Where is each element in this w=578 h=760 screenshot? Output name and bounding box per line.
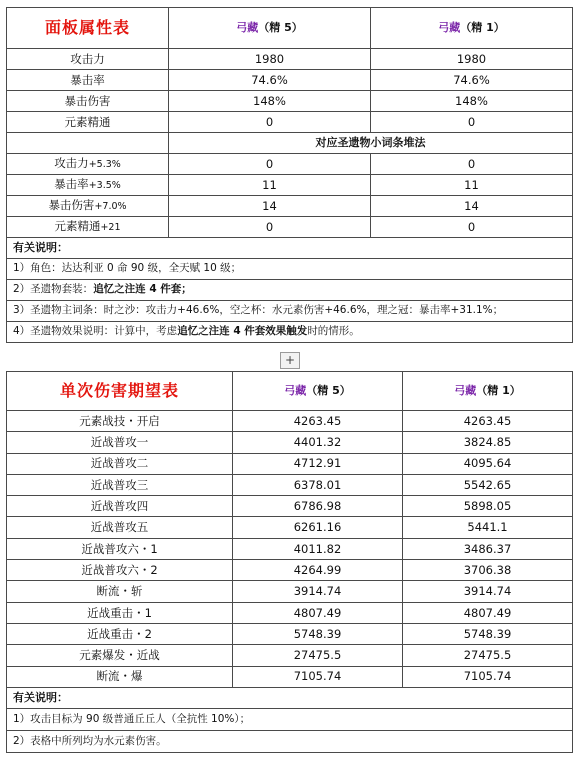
damage-row — [7, 411, 573, 432]
damage-refine1: 27475.5 — [403, 645, 573, 666]
damage-refine1: 5898.05 — [403, 496, 573, 517]
damage-refine5: 4807.49 — [233, 602, 403, 623]
panel-stats-table — [6, 7, 573, 343]
note-text: 1）角色：达达利亚 0 命 90 级，全天赋 10 级； — [7, 259, 573, 280]
weapon-name: 弓藏 — [454, 383, 477, 397]
substat-label: 攻击力+5.3% — [7, 154, 169, 175]
expand-button[interactable]: + — [280, 352, 300, 369]
stat-value-refine5: 1980 — [169, 49, 371, 70]
damage-row — [7, 474, 573, 495]
damage-refine1: 3914.74 — [403, 581, 573, 602]
damage-refine5: 5748.39 — [233, 623, 403, 644]
substat-increment: +3.5% — [88, 180, 121, 192]
attack-name: 断流・斩 — [7, 581, 233, 602]
stat-label: 暴击率 — [7, 70, 169, 91]
damage-row — [7, 666, 573, 687]
attack-name: 近战普攻一 — [7, 432, 233, 453]
attack-name: 断流・爆 — [7, 666, 233, 687]
substat-row — [7, 196, 573, 217]
damage-refine1: 3824.85 — [403, 432, 573, 453]
panel-table-title: 面板属性表 — [7, 8, 169, 49]
substat-count-refine1: 14 — [371, 196, 573, 217]
substat-row — [7, 217, 573, 238]
note-row — [7, 301, 573, 322]
stat-row — [7, 49, 573, 70]
note-row — [7, 708, 573, 730]
weapon-name: 弓藏 — [438, 20, 461, 34]
note-text: 1）攻击目标为 90 级普通丘丘人（全抗性 10%）； — [7, 708, 573, 730]
damage-refine5: 4401.32 — [233, 432, 403, 453]
note-emphasis: 追忆之注连 4 件套； — [93, 283, 192, 296]
damage-row — [7, 496, 573, 517]
substat-row — [7, 175, 573, 196]
substat-label: 暴击伤害+7.0% — [7, 196, 169, 217]
damage-refine1: 3706.38 — [403, 560, 573, 581]
stat-value-refine1: 1980 — [371, 49, 573, 70]
substat-increment: +7.0% — [94, 201, 127, 213]
attack-name: 近战普攻六・1 — [7, 538, 233, 559]
attack-name: 元素战技・开启 — [7, 411, 233, 432]
attack-name: 近战重击・1 — [7, 602, 233, 623]
header-refine1: 弓藏（精 1） — [403, 372, 573, 411]
substat-increment: +21 — [100, 222, 121, 234]
stat-value-refine5: 74.6% — [169, 70, 371, 91]
stat-row — [7, 70, 573, 91]
attack-name: 近战普攻四 — [7, 496, 233, 517]
damage-refine1: 3486.37 — [403, 538, 573, 559]
note-text: 2）圣遗物套装：追忆之注连 4 件套； — [7, 280, 573, 301]
damage-row — [7, 560, 573, 581]
damage-refine1: 4263.45 — [403, 411, 573, 432]
stat-label: 暴击伤害 — [7, 91, 169, 112]
stat-label: 元素精通 — [7, 112, 169, 133]
note-row — [7, 280, 573, 301]
header-refine1: 弓藏（精 1） — [371, 8, 573, 49]
damage-refine5: 6261.16 — [233, 517, 403, 538]
weapon-name: 弓藏 — [284, 383, 307, 397]
note-text: 3）圣遗物主词条：时之沙：攻击力+46.6%，空之杯：水元素伤害+46.6%，理之冠：暴击率+31.1%； — [7, 301, 573, 322]
damage-refine1: 7105.74 — [403, 666, 573, 687]
substat-count-refine5: 11 — [169, 175, 371, 196]
damage-notes-heading: 有关说明： — [7, 687, 573, 708]
substat-section-header: 对应圣遗物小词条堆法 — [169, 133, 573, 154]
damage-refine1: 5542.65 — [403, 474, 573, 495]
damage-refine5: 6378.01 — [233, 474, 403, 495]
damage-row — [7, 623, 573, 644]
note-row — [7, 730, 573, 752]
note-row — [7, 259, 573, 280]
stat-value-refine1: 74.6% — [371, 70, 573, 91]
attack-name: 近战普攻五 — [7, 517, 233, 538]
damage-refine5: 7105.74 — [233, 666, 403, 687]
note-text: 4）圣遗物效果说明：计算中，考虑追忆之注连 4 件套效果触发时的情形。 — [7, 322, 573, 343]
section-spacer-cell — [7, 133, 169, 154]
damage-row — [7, 645, 573, 666]
damage-row — [7, 538, 573, 559]
damage-refine1: 5748.39 — [403, 623, 573, 644]
damage-table-title: 单次伤害期望表 — [7, 372, 233, 411]
damage-refine5: 4011.82 — [233, 538, 403, 559]
substat-label: 暴击率+3.5% — [7, 175, 169, 196]
attack-name: 近战普攻三 — [7, 474, 233, 495]
panel-notes-heading: 有关说明： — [7, 238, 573, 259]
header-refine5: 弓藏（精 5） — [169, 8, 371, 49]
substat-row — [7, 154, 573, 175]
stat-row — [7, 91, 573, 112]
note-emphasis: 追忆之注连 4 件套效果触发 — [177, 325, 308, 338]
note-text: 2）表格中所列均为水元素伤害。 — [7, 730, 573, 752]
damage-refine1: 4807.49 — [403, 602, 573, 623]
damage-refine5: 4264.99 — [233, 560, 403, 581]
attack-name: 近战普攻二 — [7, 453, 233, 474]
substat-count-refine1: 0 — [371, 217, 573, 238]
substat-count-refine5: 0 — [169, 217, 371, 238]
damage-row — [7, 602, 573, 623]
damage-refine5: 27475.5 — [233, 645, 403, 666]
stat-value-refine5: 0 — [169, 112, 371, 133]
weapon-name: 弓藏 — [236, 20, 259, 34]
header-refine5: 弓藏（精 5） — [233, 372, 403, 411]
stat-row — [7, 112, 573, 133]
substat-increment: +5.3% — [88, 159, 121, 171]
stat-value-refine1: 0 — [371, 112, 573, 133]
stat-label: 攻击力 — [7, 49, 169, 70]
attack-name: 近战重击・2 — [7, 623, 233, 644]
substat-label: 元素精通+21 — [7, 217, 169, 238]
substat-count-refine1: 11 — [371, 175, 573, 196]
note-row — [7, 322, 573, 343]
stat-value-refine5: 148% — [169, 91, 371, 112]
attack-name: 近战普攻六・2 — [7, 560, 233, 581]
substat-count-refine1: 0 — [371, 154, 573, 175]
damage-refine1: 5441.1 — [403, 517, 573, 538]
stat-value-refine1: 148% — [371, 91, 573, 112]
damage-row — [7, 517, 573, 538]
damage-refine5: 3914.74 — [233, 581, 403, 602]
damage-row — [7, 453, 573, 474]
substat-count-refine5: 0 — [169, 154, 371, 175]
attack-name: 元素爆发・近战 — [7, 645, 233, 666]
damage-refine5: 6786.98 — [233, 496, 403, 517]
damage-refine5: 4712.91 — [233, 453, 403, 474]
damage-refine1: 4095.64 — [403, 453, 573, 474]
damage-row — [7, 581, 573, 602]
damage-row — [7, 432, 573, 453]
damage-expectation-table — [6, 371, 573, 753]
damage-refine5: 4263.45 — [233, 411, 403, 432]
substat-count-refine5: 14 — [169, 196, 371, 217]
